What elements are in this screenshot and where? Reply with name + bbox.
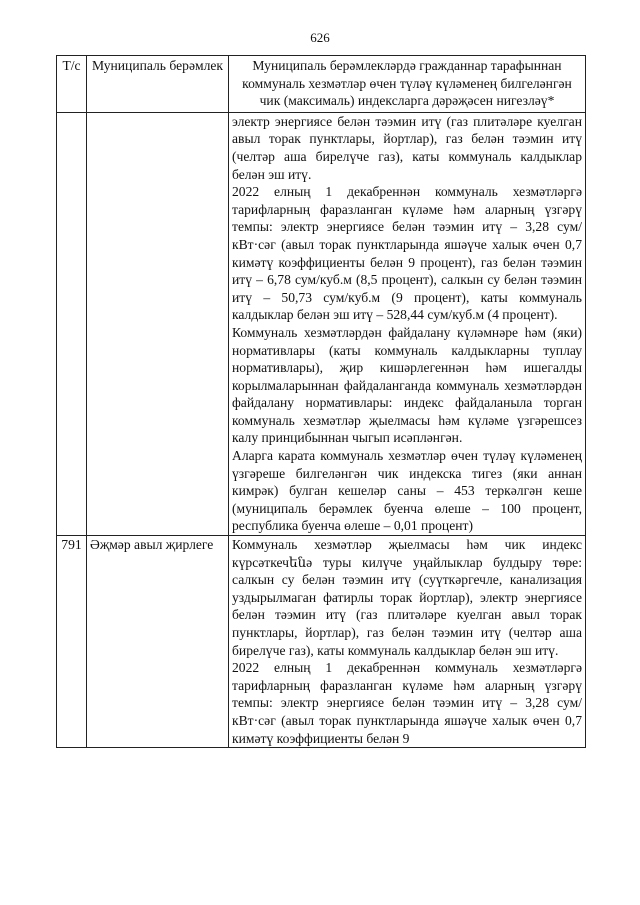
paragraph: 2022 елның 1 декабреннән коммуналь хезмәтләргә тарифларның фаразланган күләме һәм аларның үзгәрү темпы: электр энергиясе белән тәэмин итү – 3,28 сум/кВт·сәг (авыл торак пунктларында яшәүче халык өчен 0,7 кимәтү коэффициенты белән 9 процент), газ белән тәэмин итү – 6,78 сум/куб.м (8,5 процент), салкын су белән тәэмин итү – 50,73 сум/куб.м (9 процент), каты коммуналь калдыклар белән эш итү – 528,44 сум/куб.м (4 процент). — [232, 184, 582, 323]
tariff-table — [56, 55, 586, 748]
row-municipality — [87, 112, 229, 535]
header-municipality: Муниципаль берәмлек — [87, 56, 229, 113]
header-justification: Муниципаль берәмлекләрдә гражданнар тарафыннан коммуналь хезмәтләр өчен түләү күләменең билгеләнгән чик (максималь) индексларга дәрәҗәсен нигезләү* — [229, 56, 586, 113]
paragraph: Коммуналь хезмәтләрдән файдалану күләмнәре һәм (яки) нормативлары (каты коммуналь калдыкларны туплау нормативлары), җир кишәрлегеннән һәм ишегалды корылмаларыннан файдаланганда коммуналь хезмәтләрдән файдалану нормативлары: индекс файдаланыла торган коммуналь хезмәтләр җыелмасы һәм күләме үзгәрешсез калу принцибыннан чыгып исәпләнгән. — [232, 324, 582, 446]
paragraph: Аларга карата коммуналь хезмәтләр өчен түләү күләменең үзгәреше билгеләнгән чик индекска тигез (яки аннан кимрәк) булган кешеләр саны – 453 теркәлгән кеше (муниципаль берәмлек буенча өлеше – 100 процент, республика буенча өлеше – 0,01 процент) — [232, 448, 582, 534]
paragraph: Коммуналь хезмәтләр җыелмасы һәм чик индекс күрсәткечենә туры килүче уңайлыклар булдыру төре: салкын су белән тәэмин итү (суүткәргечле, канализация уздырылмаган фатирлы торак йортлар), электр энергиясе белән тәэмин итү (газ плитәләре куелган авыл торак пунктлары, йортлар), газ белән тәэмин итү (челтәр аша бирелүче газ), каты коммуналь калдыклар белән эш итү. — [232, 537, 582, 658]
table-header-row — [57, 56, 586, 113]
page-number: 626 — [310, 30, 330, 45]
table-row — [57, 536, 586, 748]
row-justification — [229, 536, 586, 748]
header-number: Т/с — [57, 56, 87, 113]
row-number — [57, 112, 87, 535]
row-number: 791 — [57, 536, 87, 748]
paragraph: электр энергиясе белән тәэмин итү (газ плитәләре куелган авыл торак пунктлары, йортлар), газ белән тәэмин итү (челтәр аша бирелүче газ), каты коммуналь калдыклар белән эш итү. — [232, 113, 582, 182]
row-municipality: Әҗмәр авыл җирлеге — [87, 536, 229, 748]
paragraph: 2022 елның 1 декабреннән коммуналь хезмәтләргә тарифларның фаразланган күләме һәм аларның үзгәрү темпы: электр энергиясе белән тәэмин итү – 3,28 сум/кВт·сәг (авыл торак пунктларында яшәүче халык өчен 0,7 кимәтү коэффициенты белән 9 — [232, 660, 582, 746]
row-justification — [229, 112, 586, 535]
table-row — [57, 112, 586, 535]
